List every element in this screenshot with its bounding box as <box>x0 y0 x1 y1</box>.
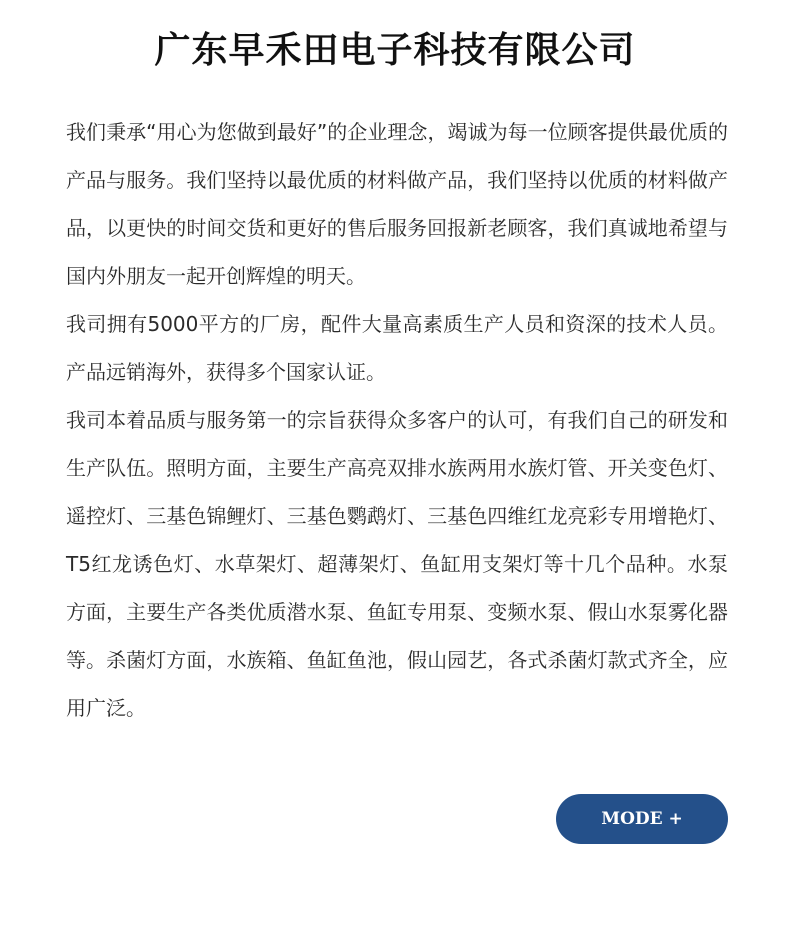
intro-paragraph-factory: 我司拥有5000平方的厂房，配件大量高素质生产人员和资深的技术人员。产品远销海外，获得多个国家认证。 <box>66 312 728 384</box>
intro-content <box>66 108 728 732</box>
intro-paragraph-products: 我司本着品质与服务第一的宗旨获得众多客户的认可，有我们自己的研发和生产队伍。照明方面，主要生产高亮双排水族两用水族灯管、开关变色灯、遥控灯、三基色锦鲤灯、三基色鹦鹉灯、三基色四维红龙亮彩专用增艳灯、T5红龙诱色灯、水草架灯、超薄架灯、鱼缸用支架灯等十几个品种。水泵方面，主要生产各类优质潜水泵、鱼缸专用泵、变频水泵、假山水泵雾化器等。杀菌灯方面，水族箱、鱼缸鱼池，假山园艺，各式杀菌灯款式齐全，应用广泛。 <box>66 408 728 720</box>
more-button[interactable]: MODE + <box>556 794 728 844</box>
page-title: 广东早禾田电子科技有限公司 <box>154 30 636 71</box>
intro-paragraph-philosophy: 我们秉承“用心为您做到最好”的企业理念，竭诚为每一位顾客提供最优质的产品与服务。我们坚持以最优质的材料做产品，我们坚持以优质的材料做产品，以更快的时间交货和更好的售后服务回报新老顾客，我们真诚地希望与国内外朋友一起开创辉煌的明天。 <box>66 120 728 288</box>
